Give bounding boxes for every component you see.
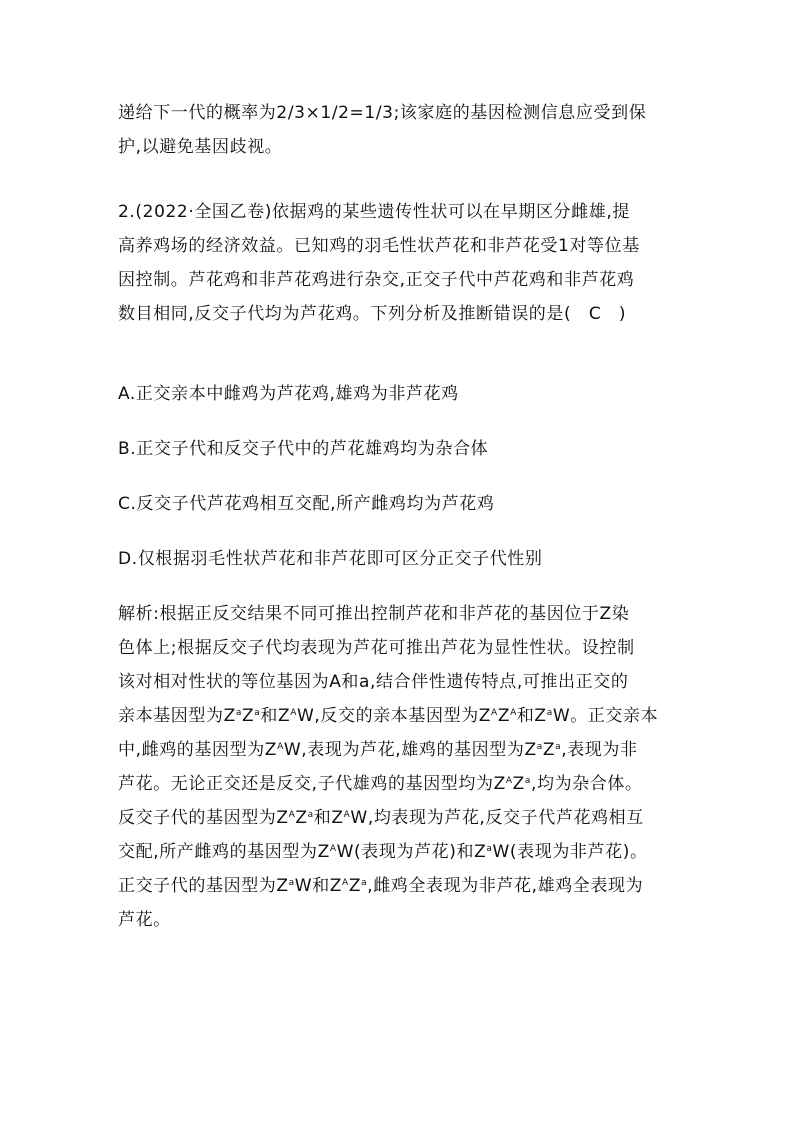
analysis-line: 亲本基因型为$Z^aZ^a$和$Z^AW$,反交的亲本基因型为$Z^AZ^A$和$Z^aW$。正交亲本 <box>118 706 659 726</box>
analysis-line: 该对相对性状的等位基因为A和a,结合伴性遗传特点,可推出正交的 <box>118 672 629 692</box>
question-stem <box>118 195 680 331</box>
analysis-line: 芦花。 <box>118 910 171 930</box>
intro-paragraph <box>118 96 680 164</box>
analysis-line: 解析:根据正反交结果不同可推出控制芦花和非芦花的基因位于Z染 <box>118 604 630 624</box>
option-c-text: C.反交子代芦花鸡相互交配,所产雌鸡均为芦花鸡 <box>118 494 495 514</box>
analysis-line: 交配,所产雌鸡的基因型为$Z^AW$(表现为芦花)和$Z^aW$(表现为非芦花)。 <box>118 842 648 862</box>
option-a <box>118 377 680 411</box>
intro-line: 护,以避免基因歧视。 <box>118 137 283 157</box>
intro-line: 递给下一代的概率为2/3×1/2=1/3;该家庭的基因检测信息应受到保 <box>118 103 647 123</box>
option-d <box>118 542 680 576</box>
question-line: 数目相同,反交子代均为芦花鸡。下列分析及推断错误的是( C ) <box>118 304 627 324</box>
analysis-line: 反交子代的基因型为$Z^AZ^a$和$Z^AW$,均表现为芦花,反交子代芦花鸡相互 <box>118 808 644 828</box>
option-a-text: A.正交亲本中雌鸡为芦花鸡,雄鸡为非芦花鸡 <box>118 384 459 404</box>
analysis-line: 中,雌鸡的基因型为$Z^AW$,表现为芦花,雄鸡的基因型为$Z^aZ^a$,表现为非 <box>118 740 638 760</box>
analysis-paragraph <box>118 597 680 937</box>
analysis-line: 正交子代的基因型为$Z^aW$和$Z^AZ^a$,雌鸡全表现为非芦花,雄鸡全表现为 <box>118 876 644 896</box>
option-d-text: D.仅根据羽毛性状芦花和非芦花即可区分正交子代性别 <box>118 549 543 569</box>
question-line: 因控制。芦花鸡和非芦花鸡进行杂交,正交子代中芦花鸡和非芦花鸡 <box>118 270 635 290</box>
analysis-line: 芦花。无论正交还是反交,子代雄鸡的基因型均为$Z^AZ^a$,均为杂合体。 <box>118 774 643 794</box>
option-b <box>118 432 680 466</box>
question-line: 2.(2022·全国乙卷)依据鸡的某些遗传性状可以在早期区分雌雄,提 <box>118 202 630 222</box>
option-b-text: B.正交子代和反交子代中的芦花雄鸡均为杂合体 <box>118 439 489 459</box>
analysis-line: 色体上;根据反交子代均表现为芦花可推出芦花为显性性状。设控制 <box>118 638 635 658</box>
option-c <box>118 487 680 521</box>
question-line: 高养鸡场的经济效益。已知鸡的羽毛性状芦花和非芦花受1对等位基 <box>118 236 640 256</box>
